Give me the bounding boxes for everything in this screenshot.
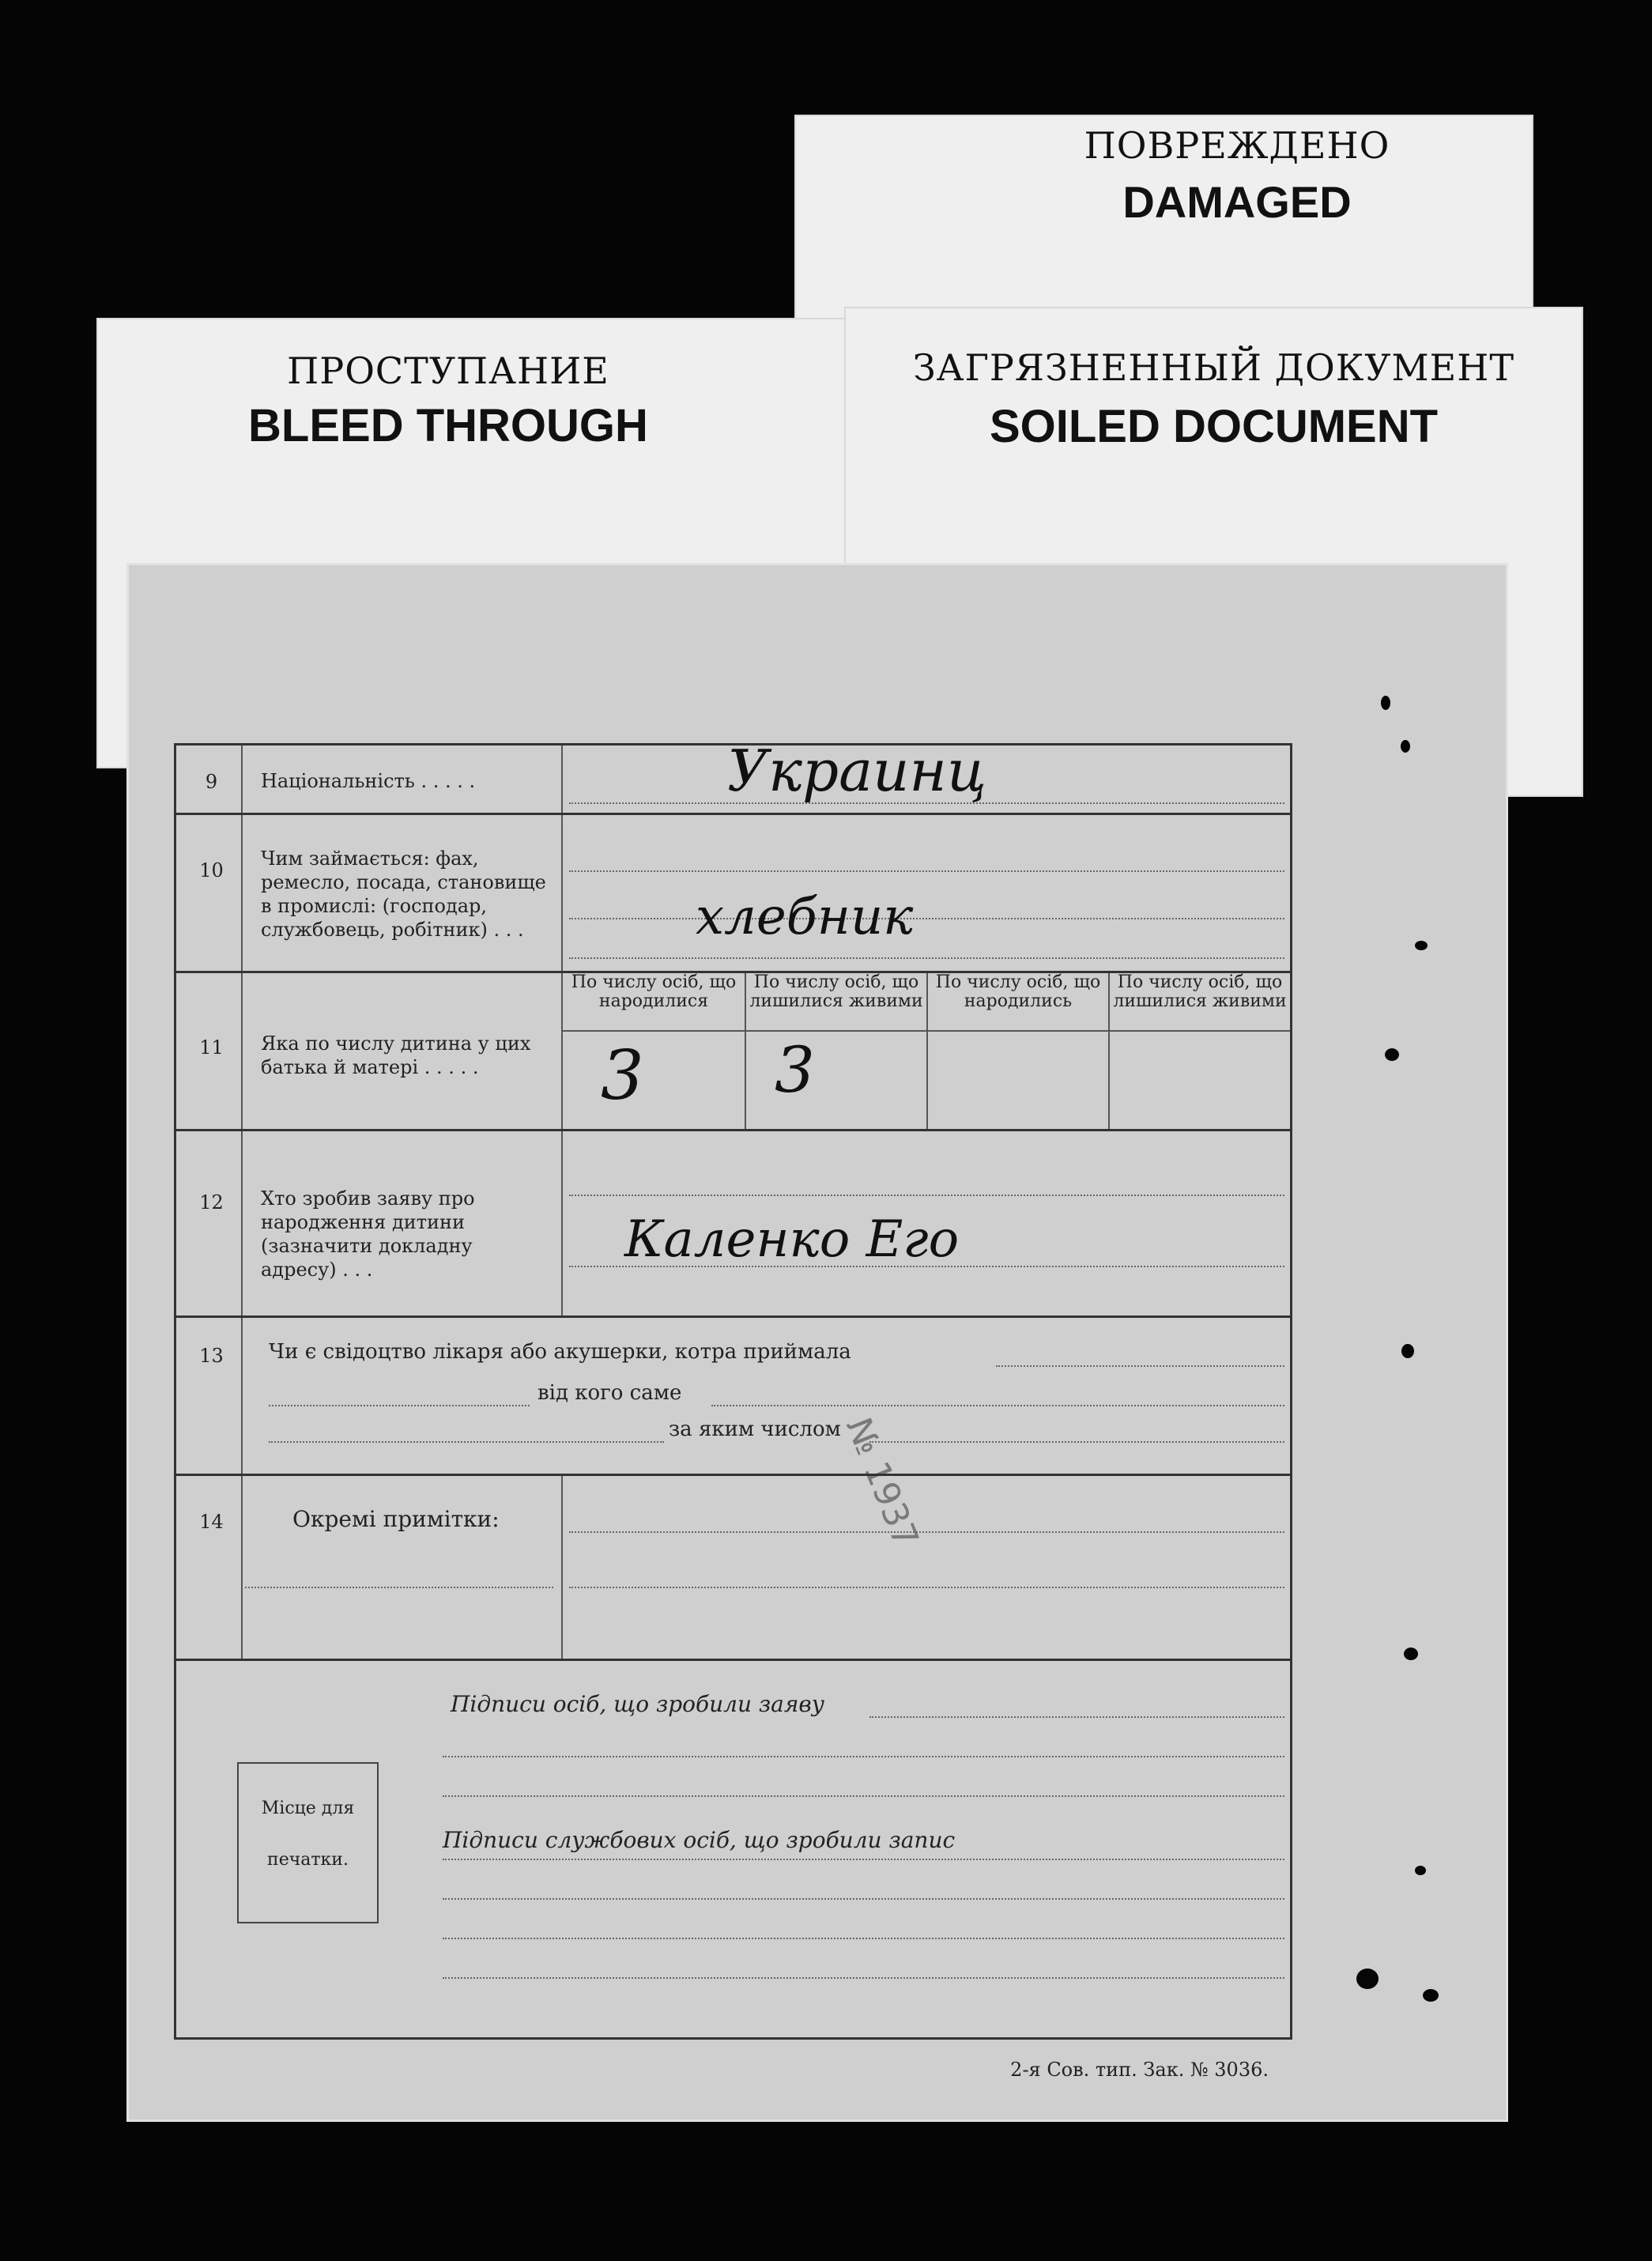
row-occupation (174, 813, 1292, 973)
bleed-label-en: BLEED THROUGH (248, 400, 648, 451)
signatures-section (174, 1659, 1292, 2040)
punch-hole (1401, 1344, 1414, 1358)
bleed-label-ru: ПРОСТУПАНИЕ (287, 349, 609, 392)
damaged-label-en: DAMAGED (1122, 177, 1352, 227)
handwritten-occupation: хлебник (696, 888, 914, 946)
printer-imprint: 2-я Сов. тип. Зак. № 3036. (1010, 2059, 1269, 2081)
row-number: 13 (199, 1345, 224, 1367)
certificate-date: за яким числом (669, 1417, 841, 1441)
row-nationality (174, 738, 1292, 815)
punch-hole (1423, 1989, 1439, 2002)
faded-stamp: № 1937 (838, 1412, 926, 1553)
officials-signatures-label: Підписи службових осіб, що зробили запис (443, 1827, 956, 1853)
punch-hole (1401, 740, 1410, 753)
row-number: 12 (199, 1191, 224, 1214)
punch-hole (1385, 1048, 1399, 1061)
punch-hole (1415, 941, 1428, 950)
row-label: Чим займається: фах, ремесло, посада, становище в промислі: (господар, службовець, робітник) . . . (261, 847, 546, 941)
punch-hole (1404, 1648, 1418, 1660)
row-label: Яка по числу дитина у цих батька й матері . . . . . (261, 1032, 531, 1078)
soiled-label-ru: ЗАГРЯЗНЕННЫЙ ДОКУМЕНТ (912, 346, 1515, 389)
punch-hole (1356, 1968, 1379, 1989)
stamp-place-line2: печатки. (267, 1850, 349, 1870)
stamp-place-line1: Місце для (261, 1799, 355, 1818)
row-notes (174, 1474, 1292, 1661)
subhead-born-2: По числу осіб, що народились (928, 973, 1108, 1032)
row-certificate (174, 1315, 1292, 1476)
soiled-label-en: SOILED DOCUMENT (989, 401, 1439, 452)
row-number: 11 (199, 1036, 224, 1059)
row-declarant (174, 1129, 1292, 1318)
certificate-from-whom: від кого саме (537, 1381, 682, 1405)
row-number: 10 (199, 859, 224, 881)
notes-label: Окремі примітки: (292, 1506, 500, 1532)
handwritten-born-count: 3 (601, 1036, 644, 1115)
punch-hole (1381, 696, 1390, 710)
row-number: 14 (199, 1511, 224, 1533)
row-label: Національність . . . . . (261, 770, 476, 792)
handwritten-alive-count: 3 (775, 1033, 815, 1107)
subhead-alive: По числу осіб, що лишилися живими (746, 973, 926, 1032)
row-child-order (174, 971, 1292, 1131)
applicants-signatures-label: Підписи осіб, що зробили заяву (451, 1691, 824, 1717)
subhead-alive-2: По числу осіб, що лишилися живими (1110, 973, 1290, 1032)
certificate-question: Чи є свідоцтво лікаря або акушерки, котра приймала (269, 1340, 851, 1364)
stamp-place-box (237, 1762, 379, 1923)
row-number: 9 (205, 771, 218, 793)
damaged-label-ru: ПОВРЕЖДЕНО (1084, 124, 1390, 167)
punch-hole (1415, 1866, 1426, 1875)
row-label: Хто зробив заяву про народження дитини (зазначити докладну адресу) . . . (261, 1187, 475, 1281)
form-table (174, 738, 1292, 2081)
subhead-born: По числу осіб, що народилися (563, 973, 745, 1032)
handwritten-declarant: Каленко Его (624, 1210, 960, 1269)
handwritten-nationality: Украинц (727, 738, 987, 804)
